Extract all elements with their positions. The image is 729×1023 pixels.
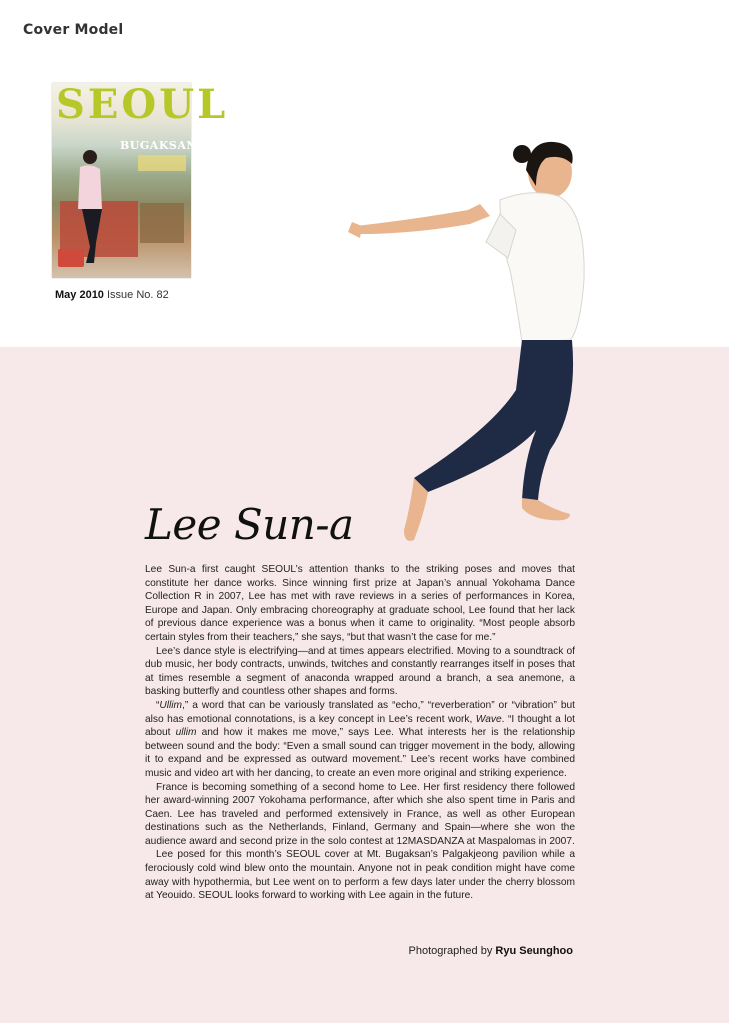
article-paragraph — [145, 645, 575, 699]
article-paragraph — [145, 563, 575, 645]
dancer-photo — [340, 130, 600, 550]
paragraph-text: Lee posed for this month’s SEOUL cover at Mt. Bugaksan’s Palgakjeong pavilion while a ferociously cold wind blew onto the mountain. Anyone not in peak condition might have come away with hypothermia, but Lee went on to perform a few days later under the cherry blossom at Yeouido. SEOUL looks forward to working with Lee again in the future. — [145, 849, 575, 902]
issue-line — [55, 289, 169, 301]
cover-headline: BUGAKSAN — [120, 139, 197, 152]
credit-prefix: Photographed by — [408, 945, 493, 957]
cover-masthead: SEOUL — [56, 81, 229, 128]
italic-term: Wave — [475, 713, 502, 725]
section-label: Cover Model — [23, 22, 124, 38]
paragraph-text: ,” a word that can be variously translated as “echo,” “reverberation” or “vibration” but also has emotional connotations, is a key concept in Lee’s recent work, — [145, 699, 575, 725]
italic-term: ullim — [175, 727, 197, 739]
issue-number: Issue No. 82 — [107, 289, 169, 301]
paragraph-text: “ — [156, 699, 160, 711]
issue-date: May 2010 — [55, 289, 104, 301]
article-paragraph — [145, 699, 575, 781]
paragraph-text: and how it makes me move,” says Lee. What interests her is the relationship between sound and the body: “Even a small sound can trigger movement in the body, allowing it to expand and be expressed as outward movement.” Lee’s recent works have combined music and video art with her dancing, to create an even more original and striking experience. — [145, 727, 575, 779]
cover-subhead-block — [138, 155, 186, 171]
paragraph-text: . “I thought a lot about — [145, 713, 575, 739]
article-paragraph — [145, 848, 575, 902]
photographer-name: Ryu Seunghoo — [495, 945, 573, 957]
paragraph-text: France is becoming something of a second home to Lee. Her first residency there followed her award-winning 2007 Yokohama performance, after which she also spent time in Paris and Caen. Lee has traveled and performed extensively in France, as well as other European destinations such as the Netherlands, Finland, Germany and Spain—where she won the audience award and second prize in the solo contest at 12MASDANZA at Maspalomas in 2007. — [145, 781, 575, 847]
article-title: Lee Sun-a — [145, 500, 354, 549]
cover-basket-shape — [140, 203, 184, 243]
article-body — [145, 563, 575, 903]
article-paragraph — [145, 781, 575, 849]
magazine-cover-image — [52, 81, 229, 278]
paragraph-text: Lee Sun-a first caught SEOUL’s attention thanks to the striking poses and moves that constitute her dance works. Since winning first prize at Japan’s annual Yokohama Dance Collection R in 2007, Lee has met with rave reviews in a series of performances in Korea, Europe and Japan. Only embracing choreography at graduate school, Lee found that her lack of previous dance experience was a bonus when it came to originality. “Most people absorb certain styles from their teachers,” she says, “but that wasn’t the case for me.” — [145, 564, 575, 643]
paragraph-text: Lee’s dance style is electrifying—and at times appears electrified. Moving to a soundtrack of dub music, her body contracts, unwinds, twitches and constantly rearranges itself in poses that at times resemble a segment of anaconda wrapped around a branch, a sea anemone, a basking butterfly and countless other shapes and forms. — [145, 645, 575, 698]
cover-badge — [58, 249, 84, 267]
photo-credit — [409, 945, 573, 957]
italic-term: Ullim — [159, 699, 183, 711]
